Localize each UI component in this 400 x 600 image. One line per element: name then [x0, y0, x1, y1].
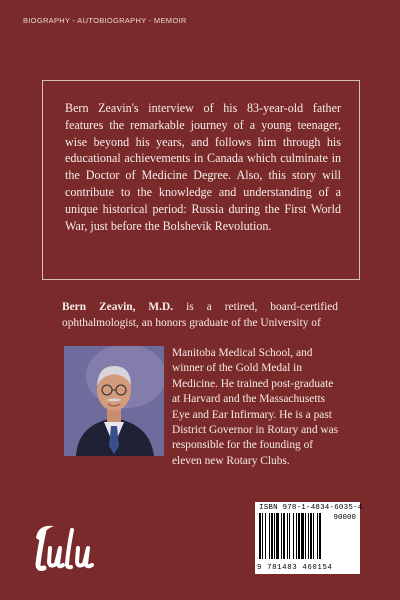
lulu-logo-icon	[28, 520, 118, 580]
blurb-text: Bern Zeavin's interview of his 83-year-old father features the remarkable journey of a young teenager, wise beyond his years, and follows him through his educational achievements in Canada which culminate in the Doctor of Medicine Degree. Also, this story will contribute to the knowledge and understanding of a unique historical period: Russia during the First World War, just before the Bolshevik Revolution.	[65, 101, 341, 233]
price-code: 90000	[333, 514, 356, 522]
isbn-text: ISBN 978-1-4834-6035-4	[259, 504, 363, 512]
author-photo	[64, 346, 164, 456]
isbn-barcode	[255, 502, 363, 574]
author-name: Bern Zeavin, M.D.	[62, 301, 174, 313]
author-bio-intro	[62, 300, 338, 331]
author-portrait-icon	[64, 346, 164, 456]
barcode-bars	[259, 513, 337, 561]
author-bio-first-line: is a retired, board-certified ophthalmologist, an honors graduate of the University of	[62, 301, 338, 329]
barcode-number: 9 781483 460154	[257, 564, 333, 572]
author-bio-continued: Manitoba Medical School, and winner of the Gold Medal in Medicine. He trained post-graduate at Harvard and the Massachusetts Eye and Ear Infirmary. He is a past District Governor in Rotary and was responsible for the founding of eleven new Rotary Clubs.	[172, 347, 339, 467]
genre-label: BIOGRAPHY - AUTOBIOGRAPHY - MEMOIR	[23, 16, 187, 25]
